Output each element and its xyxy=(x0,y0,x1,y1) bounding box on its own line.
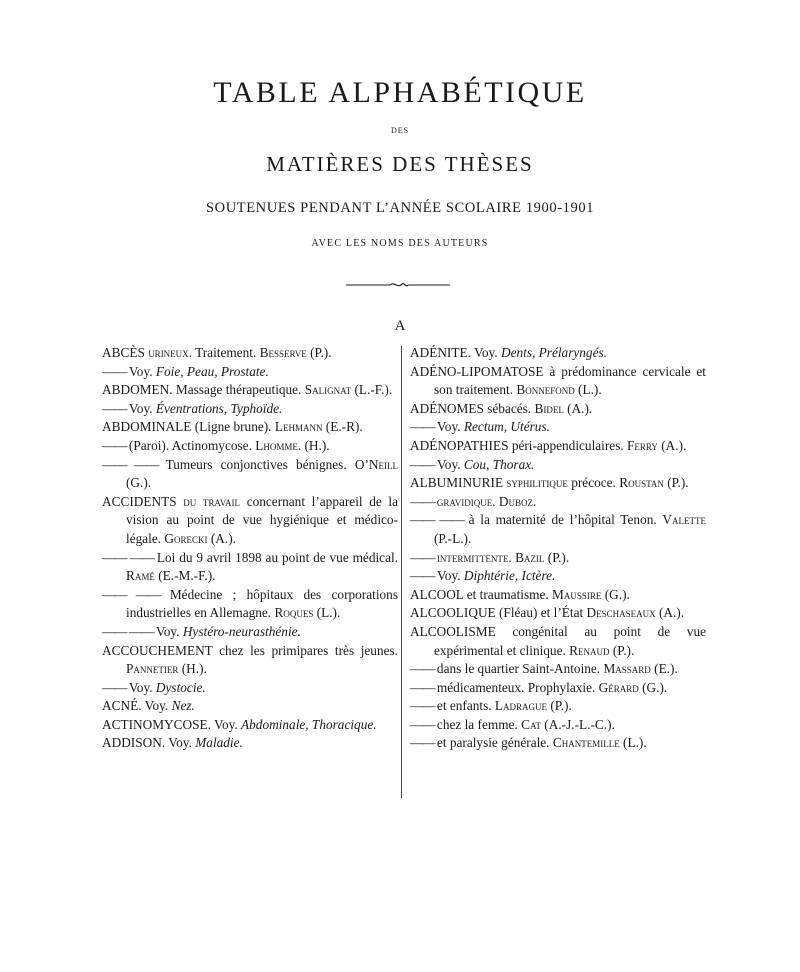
entry-text: ADÉNOPATHIES péri-appendiculaires. xyxy=(410,437,628,453)
index-entry xyxy=(410,734,706,753)
index-entry xyxy=(410,363,706,400)
author-name: Gérard xyxy=(598,679,639,695)
index-entry xyxy=(410,474,706,493)
entry-text: (L.-F.). xyxy=(351,382,393,398)
repeat-dash: —— xyxy=(102,363,129,379)
entry-text: médicamenteux. Prophylaxie. xyxy=(436,679,599,695)
entry-text: et enfants. xyxy=(436,698,495,714)
index-entry xyxy=(102,586,398,623)
index-entry xyxy=(102,418,398,437)
author-name: Ramé xyxy=(126,568,155,584)
entry-text: concernant l’appareil de la vision au point de vue hygiénique et médico-légale. xyxy=(126,493,398,546)
authors-line: AVEC LES NOMS DES AUTEURS xyxy=(311,238,489,249)
entry-text: ALBUMINURIE xyxy=(410,475,507,491)
index-entry xyxy=(410,418,706,437)
index-entry xyxy=(102,716,398,735)
cross-reference: Dystocie. xyxy=(155,679,206,695)
entry-text: Voy. xyxy=(436,419,464,435)
entry-text: (E.-M.-F.). xyxy=(154,568,216,584)
author-name: gravidique xyxy=(436,493,493,509)
index-entry xyxy=(410,716,706,735)
index-entry xyxy=(410,511,706,548)
entry-text: Médecine ; hôpitaux des corporations industrielles en Allemagne. xyxy=(126,586,398,621)
entry-text: Voy. xyxy=(128,679,156,695)
entry-text: ACCIDENTS xyxy=(102,493,184,509)
entry-text: Voy. xyxy=(128,400,156,416)
author-name: Duboz xyxy=(498,493,534,509)
author-name: Chantemille xyxy=(552,735,620,751)
entry-text: ACTINOMYCOSE. Voy. xyxy=(102,716,242,732)
repeat-dash: —— xyxy=(410,549,437,565)
author-name: Bazil xyxy=(515,549,545,565)
cross-reference: Rectum, Utérus. xyxy=(463,419,550,435)
repeat-dash: —— xyxy=(410,456,437,472)
cross-reference: Abdominale, Thoracique. xyxy=(241,716,377,732)
page-subtitle: MATIÈRES DES THÈSES xyxy=(266,152,534,176)
index-entry xyxy=(410,437,706,456)
author-name: intermittente xyxy=(436,549,509,565)
author-name: Roques xyxy=(274,605,314,621)
entry-text: Voy. xyxy=(436,568,464,584)
cross-reference: Hystéro-neurasthénie. xyxy=(182,623,301,639)
author-name: Gorecki xyxy=(164,530,208,546)
cross-reference: Nez. xyxy=(171,698,195,714)
repeat-dash: —— —— xyxy=(410,512,469,528)
entry-text: ABDOMEN. Massage thérapeutique. xyxy=(102,382,305,398)
index-entry xyxy=(410,679,706,698)
index-entry xyxy=(410,660,706,679)
index-entry xyxy=(102,456,398,493)
author-name: Ladrague xyxy=(494,698,548,714)
index-entry xyxy=(410,586,706,605)
author-name: O’Neill xyxy=(354,456,398,472)
author-name: Bidel xyxy=(534,400,564,416)
entry-text: précoce. xyxy=(567,475,620,491)
entry-text: ADÉNITE. Voy. xyxy=(410,345,501,360)
author-name: Massard xyxy=(603,661,651,677)
index-entry xyxy=(410,456,706,475)
author-name: Maussire xyxy=(552,586,602,602)
index-entry xyxy=(102,642,398,679)
author-name: Roustan xyxy=(619,475,664,491)
author-name: Pannetier xyxy=(126,661,179,677)
entry-text: (L.). xyxy=(574,382,602,398)
index-entry xyxy=(410,623,706,660)
entry-text: (A.). xyxy=(657,437,687,453)
author-name: Deschaseaux xyxy=(586,605,656,621)
author-name: Ferry xyxy=(627,437,658,453)
index-entry xyxy=(102,437,398,456)
title-connector: DES xyxy=(390,126,410,135)
entry-text: (A.). xyxy=(563,400,593,416)
cross-reference: Diphtérie, Ictère. xyxy=(463,568,556,584)
repeat-dash: —— xyxy=(102,679,129,695)
index-entry xyxy=(410,344,706,363)
entry-text: (E.-R). xyxy=(322,419,363,435)
cross-reference: Foie, Peau, Prostate. xyxy=(155,363,269,379)
entry-text: chez la femme. xyxy=(436,716,522,732)
repeat-dash: —— —— xyxy=(102,586,170,602)
entry-text: (P.). xyxy=(663,475,689,491)
cross-reference: Cou, Thorax. xyxy=(463,456,535,472)
entry-text: (A.-J.-L.-C.). xyxy=(540,716,615,732)
entry-text: ACCOUCHEMENT chez les primipares très jeunes. xyxy=(102,642,398,658)
entry-text: (P.-L.). xyxy=(434,530,472,546)
index-entry xyxy=(102,549,398,586)
entry-text: ABDOMINALE (Ligne brune). xyxy=(102,419,275,435)
author-name: Salignat xyxy=(304,382,352,398)
ornament-rule-icon xyxy=(346,280,450,290)
entry-text: (P.). xyxy=(547,698,572,714)
author-name: syphilitique xyxy=(506,475,568,491)
repeat-dash: —— xyxy=(410,419,437,435)
entry-text: (G.). xyxy=(601,586,630,602)
entry-text: . Traitement. xyxy=(188,345,260,360)
index-entry xyxy=(102,697,398,716)
repeat-dash: —— —— xyxy=(102,549,157,565)
entry-text: . xyxy=(492,493,499,509)
entry-text: Voy. xyxy=(155,623,183,639)
repeat-dash: —— xyxy=(410,679,437,695)
index-entry xyxy=(102,679,398,698)
entry-text: ALCOOLIQUE (Fléau) et l’État xyxy=(410,605,587,621)
entry-text: (P.). xyxy=(544,549,570,565)
entry-text: (A.). xyxy=(655,605,685,621)
author-name: Besserve xyxy=(259,345,307,360)
author-name: Valette xyxy=(662,512,706,528)
column-divider xyxy=(401,346,402,798)
page-title: TABLE ALPHABÉTIQUE xyxy=(213,76,587,109)
entry-text: (L.). xyxy=(619,735,647,751)
entry-text: ALCOOL et traumatisme. xyxy=(410,586,553,602)
repeat-dash: —— —— xyxy=(102,456,166,472)
index-entry xyxy=(410,549,706,568)
repeat-dash: —— xyxy=(410,568,437,584)
entry-text: dans le quartier Saint-Antoine. xyxy=(436,661,604,677)
index-entry xyxy=(410,697,706,716)
entry-text: ALCOOLISME congénital au point de vue expérimental et clinique. xyxy=(410,623,706,658)
author-name: Bonnefond xyxy=(516,382,575,398)
index-column-right xyxy=(410,344,706,753)
entry-text: ACNÉ. Voy. xyxy=(102,698,172,714)
entry-text: Tumeurs conjonctives bénignes. xyxy=(165,456,355,472)
repeat-dash: —— xyxy=(410,716,437,732)
author-name: Lhomme xyxy=(255,437,298,453)
index-entry xyxy=(102,493,398,549)
cross-reference: Éventrations, Typhoïde. xyxy=(155,400,283,416)
entry-text: . xyxy=(533,493,537,509)
index-entry xyxy=(410,493,706,512)
repeat-dash: —— xyxy=(102,437,129,453)
entry-text: . (H.). xyxy=(297,437,330,453)
entry-text: (L.). xyxy=(313,605,341,621)
entry-text: Voy. xyxy=(436,456,464,472)
entry-text: (Paroi). Actinomycose. xyxy=(128,437,256,453)
author-name: du travail xyxy=(183,493,241,509)
repeat-dash: —— xyxy=(410,661,437,677)
author-name: Renaud xyxy=(569,642,610,658)
index-entry xyxy=(410,400,706,419)
index-entry xyxy=(102,381,398,400)
repeat-dash: —— —— xyxy=(102,623,156,639)
index-entry xyxy=(102,734,398,753)
entry-text: ADÉNO-LIPOMATOSE à prédominance cervicale et son traitement. xyxy=(410,363,706,398)
entry-text: (E.). xyxy=(650,661,678,677)
entry-text: ADÉNOMES sébacés. xyxy=(410,400,535,416)
author-name: Lehmann xyxy=(274,419,323,435)
entry-text: et paralysie générale. xyxy=(436,735,553,751)
entry-text: (P.). xyxy=(306,345,332,360)
cross-reference: Dents, Prélaryngés. xyxy=(500,345,607,360)
author-name: urineux xyxy=(148,345,189,360)
index-entry xyxy=(102,400,398,419)
entry-text: (G.). xyxy=(126,475,152,491)
index-entry xyxy=(410,604,706,623)
entry-text: . xyxy=(508,549,516,565)
subtitle-line: SOUTENUES PENDANT L’ANNÉE SCOLAIRE 1900-1901 xyxy=(205,200,595,216)
repeat-dash: —— xyxy=(102,400,129,416)
entry-text: (P.). xyxy=(609,642,635,658)
author-name: Cat xyxy=(521,716,541,732)
entry-text: (G.). xyxy=(638,679,668,695)
section-letter: A xyxy=(394,318,406,334)
entry-text: ADDISON. Voy. xyxy=(102,735,196,751)
entry-text: à la maternité de l’hôpital Tenon. xyxy=(468,512,663,528)
repeat-dash: —— xyxy=(410,698,437,714)
entry-text: (H.). xyxy=(178,661,207,677)
index-entry xyxy=(102,344,398,363)
index-entry xyxy=(410,567,706,586)
repeat-dash: —— xyxy=(410,493,437,509)
entry-text: (A.). xyxy=(207,530,236,546)
index-entry xyxy=(102,363,398,382)
entry-text: ABCÈS xyxy=(102,345,149,360)
index-entry xyxy=(102,623,398,642)
entry-text: Voy. xyxy=(128,363,156,379)
repeat-dash: —— xyxy=(410,735,437,751)
cross-reference: Maladie. xyxy=(195,735,243,751)
entry-text: Loi du 9 avril 1898 au point de vue médical. xyxy=(156,549,398,565)
index-column-left xyxy=(102,344,398,753)
